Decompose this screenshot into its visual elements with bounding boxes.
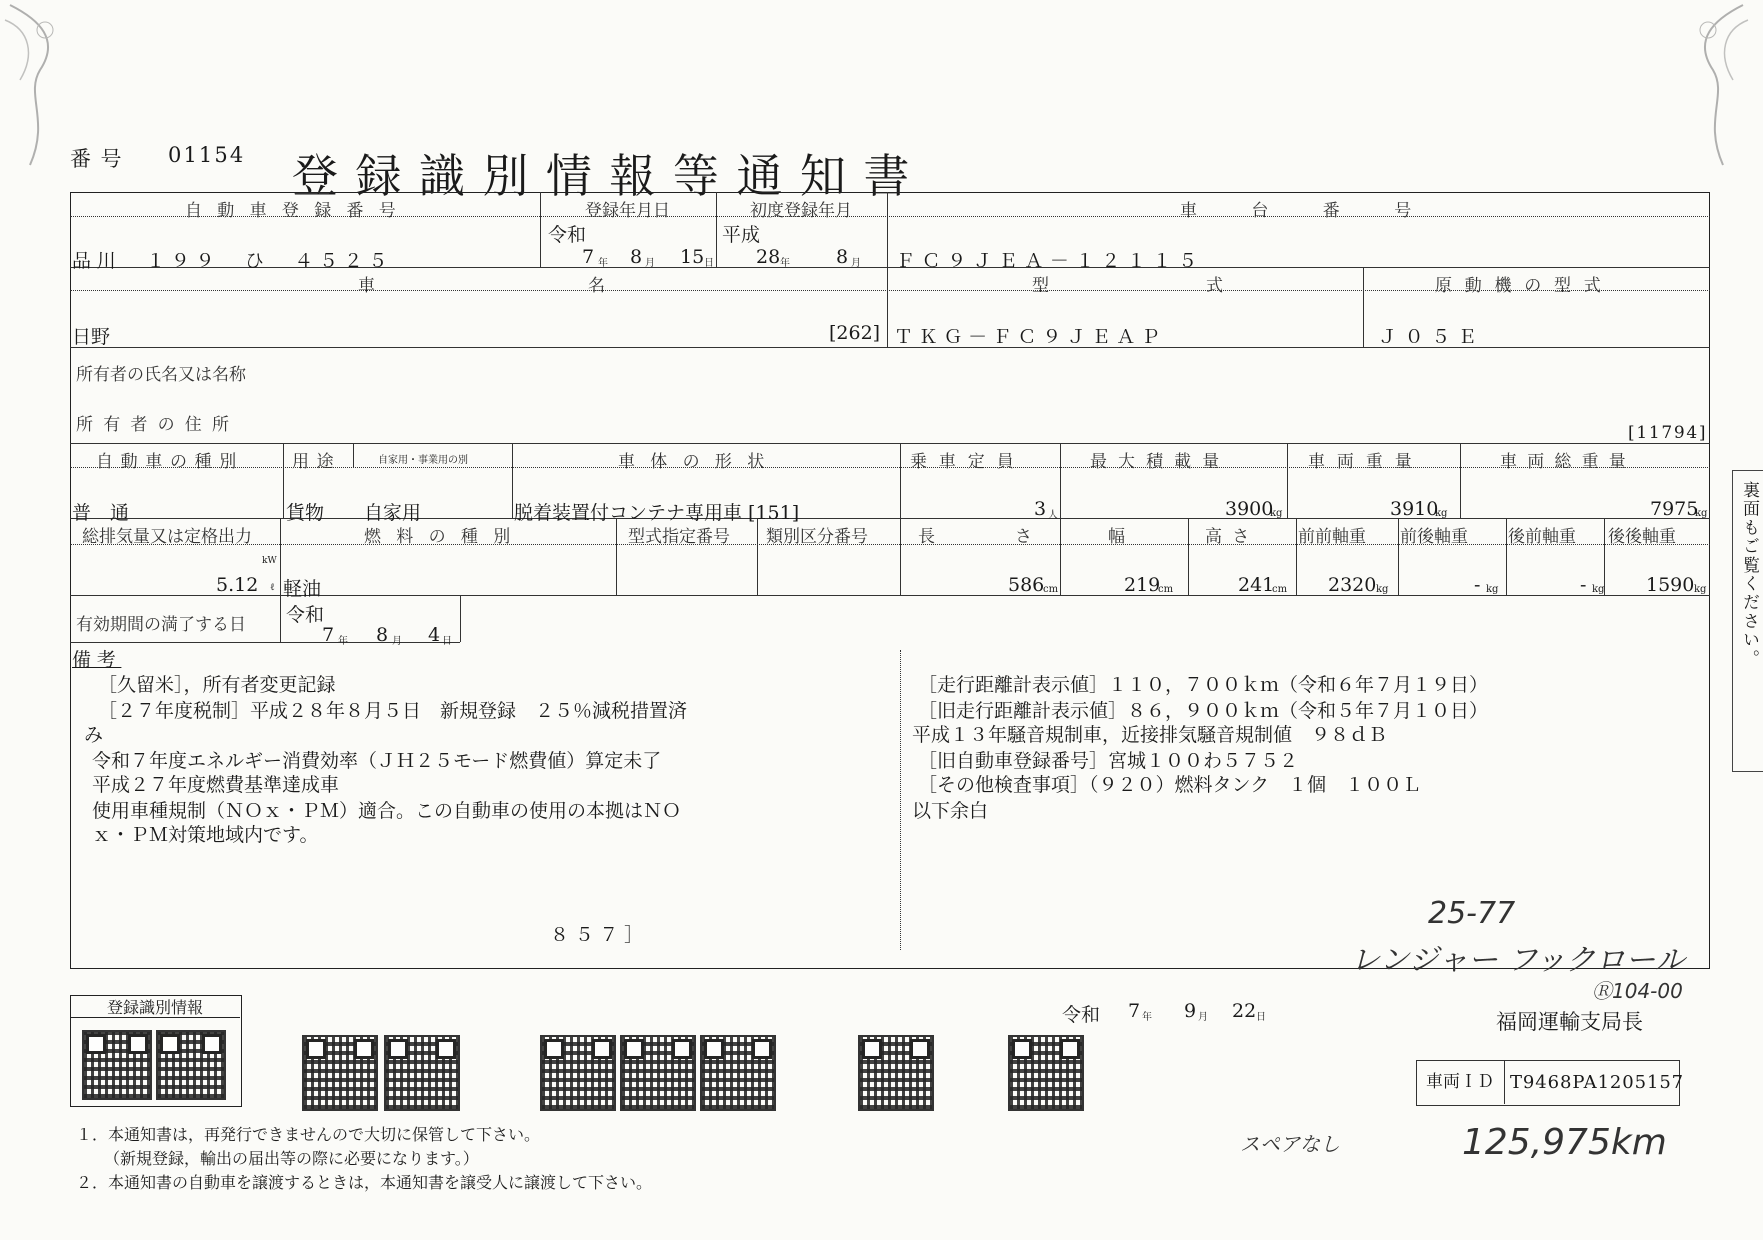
issue-month: 9 xyxy=(1184,1000,1197,1022)
qr-code xyxy=(302,1035,378,1111)
first-reg-year-unit: 年 xyxy=(780,258,790,269)
car-name: 日野 xyxy=(72,326,111,348)
capacity-label: 乗車定員 xyxy=(910,452,1026,472)
front-rear-axle-unit: kg xyxy=(1486,584,1499,595)
reg-date-day: 15 xyxy=(680,246,705,268)
remarks-left-line-5: 平成２７年度燃費基準達成車 xyxy=(92,774,340,796)
qr-code xyxy=(1008,1035,1084,1111)
rear-front-axle-unit: kg xyxy=(1592,584,1605,595)
class-number-label: 類別区分番号 xyxy=(766,527,868,547)
remarks-right-line-6: 以下余白 xyxy=(912,800,989,822)
front-front-axle-unit: kg xyxy=(1376,584,1389,595)
first-reg-era: 平成 xyxy=(722,224,761,246)
width-unit: cm xyxy=(1158,584,1174,595)
expiry-month-unit: 月 xyxy=(392,636,402,647)
issue-era: 令和 xyxy=(1062,1004,1101,1026)
issuer: 福岡運輸支局長 xyxy=(1496,1010,1643,1034)
displacement-label: 総排気量又は定格出力 xyxy=(82,527,252,547)
reg-date-year: 7 xyxy=(582,246,595,268)
use-sub-value: 自家用 xyxy=(364,502,422,524)
engine-label: 原動機の型式 xyxy=(1435,276,1614,296)
body-shape: 脱着装置付コンテナ専用車 [151] xyxy=(514,502,800,524)
remarks-left-line-3: み xyxy=(84,724,104,746)
issue-month-unit: 月 xyxy=(1198,1012,1208,1023)
first-reg-month-unit: 月 xyxy=(851,258,861,269)
corner-ornament-right xyxy=(1663,0,1753,170)
gross-weight: 7975 xyxy=(1650,498,1699,520)
car-name-label-b: 名 xyxy=(588,276,605,296)
front-front-axle-label: 前前軸重 xyxy=(1298,527,1366,547)
qr-code xyxy=(384,1035,460,1111)
capacity: 3 xyxy=(1034,498,1047,520)
rear-rear-axle: 1590 xyxy=(1646,574,1695,596)
remarks-right-line-2: ［旧走行距離計表示値］８６，９００ｋｍ（令和５年７月１０日） xyxy=(918,700,1489,722)
remarks-left-line-1: ［久留米］，所有者変更記録 xyxy=(98,674,336,696)
handwritten-note-code: 25-77 xyxy=(1428,896,1516,931)
qr-code xyxy=(156,1030,226,1100)
owner-address-label: 所有者の住所 xyxy=(76,415,240,435)
vehicle-kind: 普 通 xyxy=(72,502,130,524)
displacement-kw-unit: kW xyxy=(262,556,277,566)
first-reg-label: 初度登録年月 xyxy=(750,201,852,221)
width-value: 219 xyxy=(1124,574,1161,596)
side-note-box xyxy=(1732,470,1763,772)
chassis-label: 車台番号 xyxy=(1180,201,1466,221)
model-label-a: 型 xyxy=(1032,276,1049,296)
reg-no-label: 自動車登録番号 xyxy=(185,201,412,221)
max-load-label: 最大積載量 xyxy=(1090,452,1231,472)
vehicle-id: T9468PA1205157 xyxy=(1510,1072,1685,1093)
issue-day-unit: 日 xyxy=(1256,1012,1266,1023)
remarks-label: 備考 xyxy=(72,649,122,671)
rear-rear-axle-label: 後後軸重 xyxy=(1608,527,1676,547)
remarks-left-line-7: ｘ・ＰＭ対策地域内です。 xyxy=(92,824,319,846)
owner-name-label: 所有者の氏名又は名称 xyxy=(76,365,246,385)
width-label: 幅 xyxy=(1108,527,1125,547)
type-designation-label: 型式指定番号 xyxy=(628,527,730,547)
displacement: 5.12 xyxy=(216,574,259,596)
remarks-left-line-4: 令和７年度エネルギー消費効率（ＪＨ２５モード燃費値）算定未了 xyxy=(92,750,662,772)
fuel-type: 軽油 xyxy=(283,578,322,600)
footer-note-2: ２．本通知書の自動車を譲渡するときは，本通知書を譲受人に譲渡して下さい。 xyxy=(76,1173,653,1192)
qr-code xyxy=(540,1035,616,1111)
remarks-right-line-3: 平成１３年騒音規制車，近接排気騒音規制値 ９８ｄＢ xyxy=(912,724,1388,746)
height-unit: cm xyxy=(1272,584,1288,595)
height-label: 高さ xyxy=(1205,527,1260,547)
handwritten-note-r: Ⓡ104-00 xyxy=(1592,979,1683,1003)
expiry-label: 有効期間の満了する日 xyxy=(76,615,246,635)
remarks-left-line-2: ［２７年度税制］平成２８年８月５日 新規登録 ２５％減税措置済 xyxy=(98,700,688,722)
expiry-day-unit: 日 xyxy=(442,636,452,647)
issue-year: 7 xyxy=(1128,1000,1141,1022)
reg-number: 品川 １９９ ひ ４５２５ xyxy=(72,250,394,272)
expiry-year: 7 xyxy=(322,624,335,646)
document-number: 01154 xyxy=(168,143,246,167)
registration-id-label: 登録識別情報 xyxy=(70,995,240,1018)
first-reg-year: 28 xyxy=(756,246,781,268)
front-rear-axle-label: 前後軸重 xyxy=(1400,527,1468,547)
front-front-axle: 2320 xyxy=(1328,574,1377,596)
engine-model: Ｊ０５Ｅ xyxy=(1378,326,1485,348)
rear-front-axle-label: 後前軸重 xyxy=(1508,527,1576,547)
model-label-b: 式 xyxy=(1206,276,1223,296)
length-unit: cm xyxy=(1043,584,1059,595)
remarks-right-line-4: ［旧自動車登録番号］宮城１００わ５７５２ xyxy=(918,750,1299,772)
handwritten-no-spare: スペアなし xyxy=(1240,1132,1340,1156)
reg-date-month-unit: 月 xyxy=(645,258,655,269)
remarks-code: ８５７］ xyxy=(550,924,649,946)
side-note: 裏面もご覧ください。 xyxy=(1739,481,1759,668)
remarks-right-line-5: ［その他検査事項］（９２０）燃料タンク １個 １００Ｌ xyxy=(918,774,1422,796)
expiry-month: 8 xyxy=(376,624,389,646)
reg-date-day-unit: 日 xyxy=(704,258,714,269)
height-value: 241 xyxy=(1238,574,1275,596)
length-value: 586 xyxy=(1008,574,1045,596)
qr-code xyxy=(858,1035,934,1111)
vehicle-weight-label: 車両重量 xyxy=(1308,452,1424,472)
footer-note-1b: （新規登録，輸出の届出等の際に必要になります。） xyxy=(104,1149,479,1168)
car-name-label-a: 車 xyxy=(358,276,375,296)
length-label-a: 長 xyxy=(918,527,935,547)
issue-day: 22 xyxy=(1232,1000,1257,1022)
rear-front-axle: - xyxy=(1580,574,1587,596)
gross-weight-unit: kg xyxy=(1695,508,1708,519)
reg-date-year-unit: 年 xyxy=(598,258,608,269)
handwritten-mileage: 125,975km xyxy=(1462,1122,1667,1163)
qr-code xyxy=(620,1035,696,1111)
expiry-day: 4 xyxy=(428,624,441,646)
chassis-number: ＦＣ９ＪＥＡ－１２１１５ xyxy=(896,250,1204,272)
qr-code xyxy=(700,1035,776,1111)
reg-date-era: 令和 xyxy=(548,224,587,246)
footer-note-1: １．本通知書は，再発行できませんので大切に保管して下さい。 xyxy=(76,1125,541,1144)
model: ＴＫＧ－ＦＣ９ＪＥＡＰ xyxy=(894,326,1166,348)
length-label-b: さ xyxy=(1015,527,1032,547)
vehicle-kind-label: 自動車の種別 xyxy=(96,452,244,472)
document-title: 登録識別情報等通知書 xyxy=(292,149,927,203)
displacement-unit: ℓ xyxy=(270,582,275,593)
max-load-unit: kg xyxy=(1270,508,1283,519)
body-shape-label: 車体の形状 xyxy=(618,452,780,472)
gross-weight-label: 車両総重量 xyxy=(1500,452,1636,472)
reg-date-month: 8 xyxy=(630,246,643,268)
vehicle-weight-unit: kg xyxy=(1435,508,1448,519)
owner-code: [11794] xyxy=(1628,423,1708,443)
handwritten-note-model: レンジャー フックロール xyxy=(1350,943,1685,978)
front-rear-axle: - xyxy=(1474,574,1481,596)
qr-code xyxy=(82,1030,152,1100)
use-label: 用途 xyxy=(292,452,342,472)
fuel-type-label: 燃料の種別 xyxy=(364,527,526,547)
max-load: 3900 xyxy=(1225,498,1274,520)
vehicle-id-label: 車両ＩＤ xyxy=(1416,1060,1505,1104)
first-reg-month: 8 xyxy=(836,246,849,268)
number-label: 番号 xyxy=(70,147,131,171)
capacity-unit: 人 xyxy=(1048,510,1058,521)
use-value: 貨物 xyxy=(286,502,325,524)
use-sub-label: 自家用・事業用の別 xyxy=(378,455,468,466)
remarks-left-line-6: 使用車種規制（ＮＯｘ・ＰＭ）適合。この自動車の使用の本拠はＮＯ xyxy=(92,800,682,822)
vehicle-weight: 3910 xyxy=(1390,498,1439,520)
rear-rear-axle-unit: kg xyxy=(1694,584,1707,595)
remarks-right-line-1: ［走行距離計表示値］１１０，７００ｋｍ（令和６年７月１９日） xyxy=(918,674,1489,696)
issue-year-unit: 年 xyxy=(1142,1012,1152,1023)
expiry-year-unit: 年 xyxy=(338,636,348,647)
reg-date-label: 登録年月日 xyxy=(585,201,670,221)
expiry-era: 令和 xyxy=(286,604,325,626)
car-name-code: [262] xyxy=(829,322,881,344)
